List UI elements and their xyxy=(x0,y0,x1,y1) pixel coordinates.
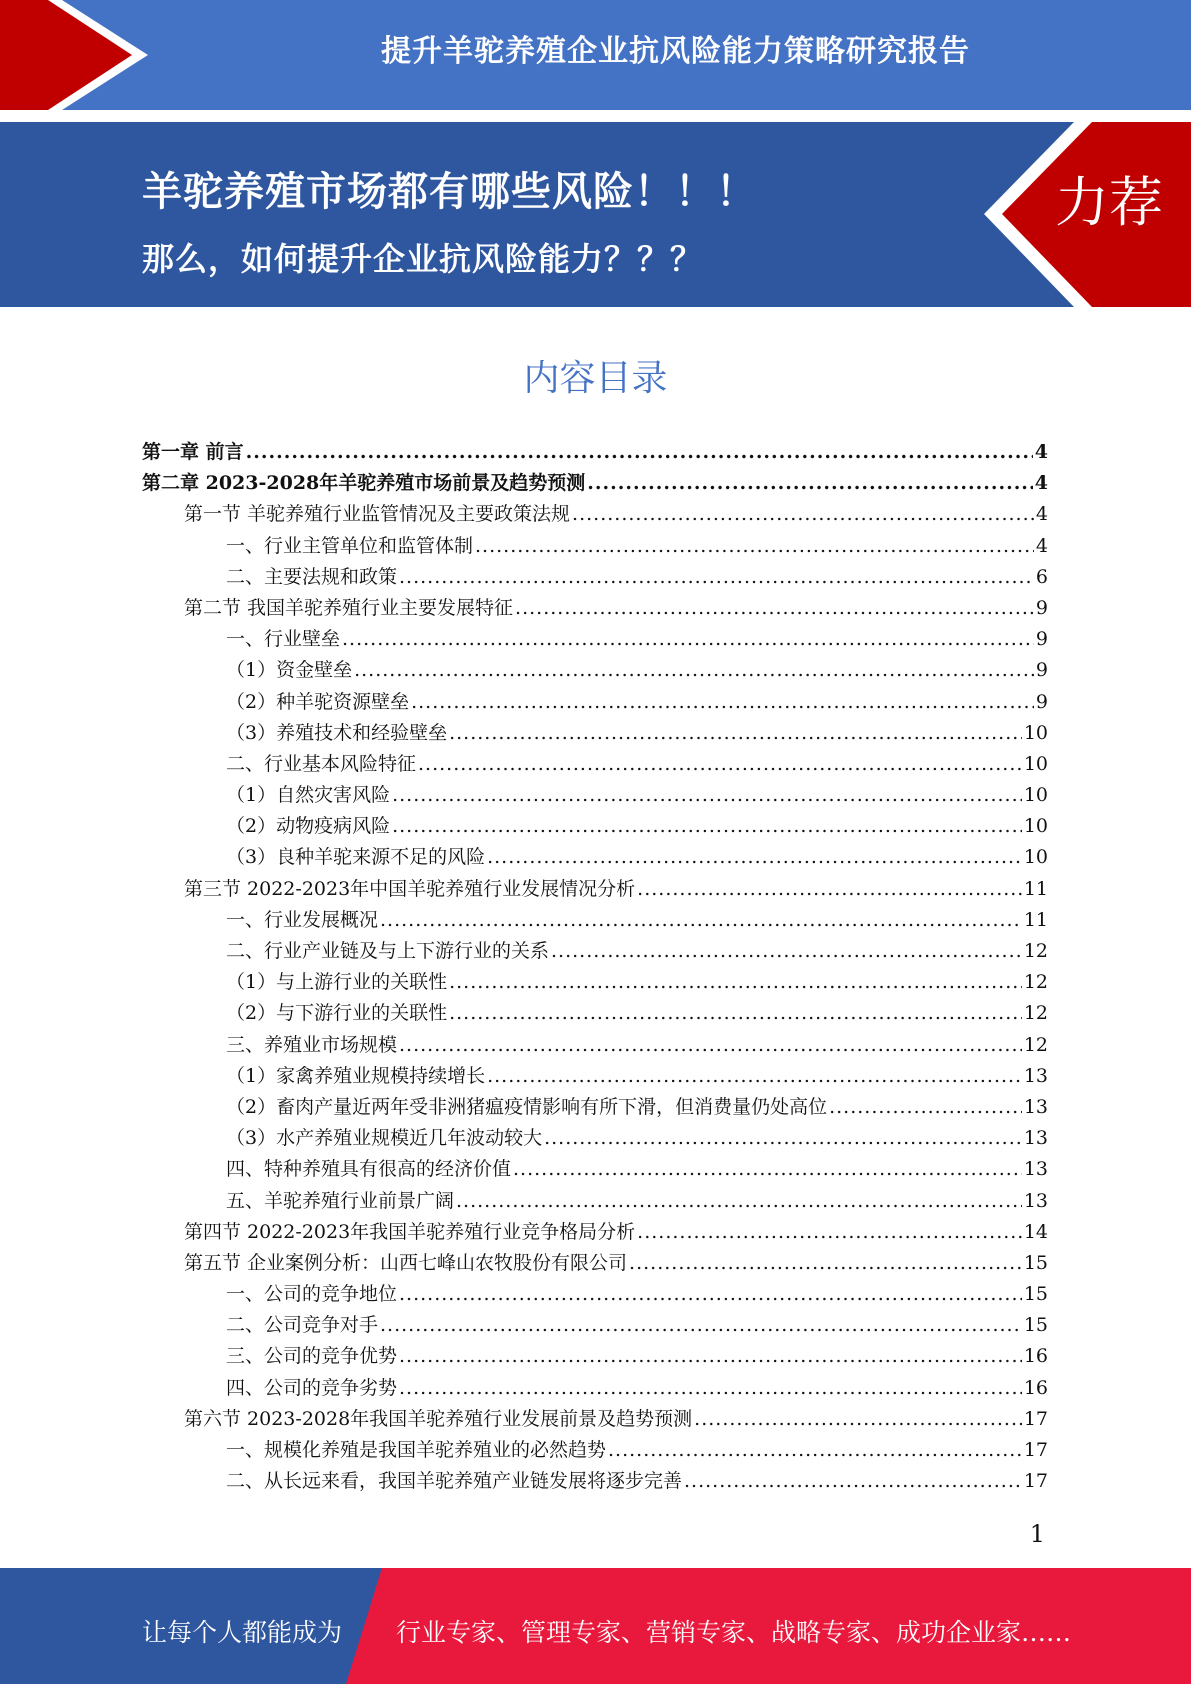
toc-entry[interactable] xyxy=(142,562,1048,593)
toc-entry-text: 第四节 2022-2023年我国羊驼养殖行业竞争格局分析 xyxy=(184,1220,636,1243)
toc-entry[interactable] xyxy=(142,998,1048,1029)
toc-entry-page: 17 xyxy=(1023,1470,1048,1493)
toc-entry-text: 一、行业壁垒 xyxy=(226,628,341,651)
toc-entry[interactable] xyxy=(142,905,1048,936)
toc-entry[interactable] xyxy=(142,1373,1048,1404)
toc-entry-text: （3）养殖技术和经验壁垒 xyxy=(226,721,448,744)
toc-leader-dots xyxy=(392,784,1022,806)
toc-entry-text: 二、行业基本风险特征 xyxy=(226,752,417,775)
toc-entry-text: 三、公司的竞争优势 xyxy=(226,1345,398,1368)
toc-leader-dots xyxy=(629,1252,1022,1274)
footer-banner xyxy=(0,1568,1191,1684)
toc-entry-text: 二、行业产业链及与上下游行业的关系 xyxy=(226,940,550,962)
toc-entry-page: 9 xyxy=(1035,596,1048,619)
table-of-contents xyxy=(142,437,1048,1497)
toc-leader-dots xyxy=(392,815,1022,837)
toc-entry-text: 第一节 羊驼养殖行业监管情况及主要政策法规 xyxy=(184,503,571,526)
toc-entry-page: 12 xyxy=(1023,1002,1048,1025)
toc-leader-dots xyxy=(572,503,1034,525)
toc-entry[interactable] xyxy=(142,531,1048,562)
toc-entry-page: 12 xyxy=(1023,1033,1048,1056)
toc-entry-text: 五、羊驼养殖行业前景广阔 xyxy=(226,1189,455,1212)
toc-leader-dots xyxy=(637,1221,1022,1243)
toc-entry-page: 17 xyxy=(1023,1407,1048,1430)
toc-entry-page: 4 xyxy=(1035,534,1048,557)
toc-leader-dots xyxy=(411,691,1034,713)
toc-entry[interactable] xyxy=(142,874,1048,905)
toc-entry[interactable] xyxy=(142,1030,1048,1061)
toc-entry-text: （2）动物疫病风险 xyxy=(226,815,391,838)
toc-leader-dots xyxy=(684,1470,1022,1492)
toc-entry[interactable] xyxy=(142,1404,1048,1435)
toc-leader-dots xyxy=(449,722,1022,744)
toc-entry-page: 15 xyxy=(1023,1251,1048,1274)
toc-entry-text: （1）资金壁垒 xyxy=(226,659,353,682)
toc-entry[interactable] xyxy=(142,1186,1048,1217)
page-number: 1 xyxy=(1029,1520,1045,1548)
toc-leader-dots xyxy=(637,878,1022,900)
toc-entry-page: 10 xyxy=(1023,846,1048,869)
toc-entry-page: 6 xyxy=(1035,565,1048,588)
toc-entry[interactable] xyxy=(142,1248,1048,1279)
toc-entry-page: 15 xyxy=(1023,1314,1048,1337)
toc-entry[interactable] xyxy=(142,687,1048,718)
toc-leader-dots xyxy=(544,1127,1022,1149)
top-banner xyxy=(0,0,1191,110)
hero-headline: 羊驼养殖市场都有哪些风险！！！ xyxy=(142,169,757,215)
footer-slogan-lead: 让每个人都能成为 xyxy=(142,1618,343,1647)
toc-entry-page: 9 xyxy=(1035,659,1048,682)
toc-leader-dots xyxy=(399,1034,1022,1056)
toc-entry-page: 10 xyxy=(1023,752,1048,775)
toc-entry-page: 10 xyxy=(1023,721,1048,744)
toc-leader-dots xyxy=(380,909,1022,931)
toc-entry-page: 9 xyxy=(1035,628,1048,651)
toc-entry-page: 4 xyxy=(1034,472,1048,495)
toc-leader-dots xyxy=(418,753,1022,775)
toc-leader-dots xyxy=(354,659,1034,681)
toc-entry-text: 二、从长远来看，我国羊驼养殖产业链发展将逐步完善 xyxy=(226,1470,683,1493)
toc-leader-dots xyxy=(487,846,1022,868)
toc-entry-page: 12 xyxy=(1023,971,1048,994)
toc-entry-text: （1）自然灾害风险 xyxy=(226,784,391,807)
toc-leader-dots xyxy=(456,1190,1022,1212)
toc-leader-dots xyxy=(587,472,1033,494)
toc-entry-page: 13 xyxy=(1023,1189,1048,1212)
toc-entry-page: 12 xyxy=(1023,940,1048,962)
toc-entry[interactable] xyxy=(142,437,1048,468)
toc-leader-dots xyxy=(399,566,1034,588)
toc-entry[interactable] xyxy=(142,718,1048,749)
toc-entry-text: 第六节 2023-2028年我国羊驼养殖行业发展前景及趋势预测 xyxy=(184,1407,693,1430)
report-title: 提升羊驼养殖企业抗风险能力策略研究报告 xyxy=(381,34,970,69)
toc-leader-dots xyxy=(246,441,1033,463)
toc-entry-page: 10 xyxy=(1023,815,1048,838)
toc-entry[interactable] xyxy=(142,842,1048,873)
toc-entry-text: 第二节 我国羊驼养殖行业主要发展特征 xyxy=(184,596,514,619)
toc-leader-dots xyxy=(399,1377,1022,1399)
toc-leader-dots xyxy=(399,1345,1022,1367)
toc-entry-text: 一、公司的竞争地位 xyxy=(226,1283,398,1306)
toc-leader-dots xyxy=(694,1408,1022,1430)
toc-entry-page: 16 xyxy=(1023,1376,1048,1399)
toc-entry-text: （2）畜肉产量近两年受非洲猪瘟疫情影响有所下滑，但消费量仍处高位 xyxy=(226,1095,828,1118)
toc-entry-page: 13 xyxy=(1023,1127,1048,1150)
toc-leader-dots xyxy=(551,940,1022,962)
toc-entry-text: 二、公司竞争对手 xyxy=(226,1314,379,1337)
toc-leader-dots xyxy=(449,971,1022,993)
toc-entry[interactable] xyxy=(142,593,1048,624)
toc-entry[interactable] xyxy=(142,1061,1048,1092)
toc-entry-text: （1）与上游行业的关联性 xyxy=(226,971,448,994)
toc-entry-page: 11 xyxy=(1023,908,1048,931)
toc-entry-page: 4 xyxy=(1034,441,1048,463)
toc-entry-text: （2）与下游行业的关联性 xyxy=(226,1002,448,1025)
toc-entry[interactable] xyxy=(142,967,1048,998)
toc-entry[interactable] xyxy=(142,655,1048,686)
toc-entry-page: 13 xyxy=(1023,1158,1048,1181)
toc-entry[interactable] xyxy=(142,1279,1048,1310)
toc-entry-page: 10 xyxy=(1023,784,1048,807)
toc-entry[interactable] xyxy=(142,1217,1048,1248)
toc-entry-page: 9 xyxy=(1035,690,1048,713)
toc-entry[interactable] xyxy=(142,1341,1048,1372)
toc-entry-page: 16 xyxy=(1023,1345,1048,1368)
toc-entry[interactable] xyxy=(142,780,1048,811)
toc-entry-text: （3）良种羊驼来源不足的风险 xyxy=(226,846,486,869)
toc-entry[interactable] xyxy=(142,499,1048,530)
toc-entry-text: （2）种羊驼资源壁垒 xyxy=(226,690,410,713)
toc-leader-dots xyxy=(342,628,1034,650)
toc-entry[interactable] xyxy=(142,1435,1048,1466)
toc-entry[interactable] xyxy=(142,1466,1048,1497)
toc-title: 内容目录 xyxy=(523,358,668,399)
toc-entry-text: 第二章 2023-2028年羊驼养殖市场前景及趋势预测 xyxy=(142,472,586,495)
toc-entry[interactable] xyxy=(142,1092,1048,1123)
toc-leader-dots xyxy=(829,1096,1022,1118)
toc-entry-text: 第一章 前言 xyxy=(142,441,244,463)
toc-leader-dots xyxy=(449,1002,1022,1024)
toc-leader-dots xyxy=(608,1439,1022,1461)
toc-entry-text: 四、公司的竞争劣势 xyxy=(226,1376,398,1399)
toc-entry-page: 4 xyxy=(1035,503,1048,526)
toc-leader-dots xyxy=(487,1065,1022,1087)
toc-leader-dots xyxy=(513,1158,1022,1180)
toc-entry-text: 一、规模化养殖是我国羊驼养殖业的必然趋势 xyxy=(226,1439,607,1461)
toc-entry-text: 二、主要法规和政策 xyxy=(226,565,398,588)
toc-entry[interactable] xyxy=(142,1123,1048,1154)
toc-entry-text: 一、行业主管单位和监管体制 xyxy=(226,534,474,557)
toc-entry-text: （1）家禽养殖业规模持续增长 xyxy=(226,1064,486,1087)
hero-banner xyxy=(0,122,1191,307)
toc-entry[interactable] xyxy=(142,468,1048,499)
toc-entry-text: 三、养殖业市场规模 xyxy=(226,1033,398,1056)
toc-entry-text: 第三节 2022-2023年中国羊驼养殖行业发展情况分析 xyxy=(184,877,636,900)
toc-leader-dots xyxy=(380,1314,1022,1336)
toc-entry[interactable] xyxy=(142,749,1048,780)
toc-entry-text: 四、特种养殖具有很高的经济价值 xyxy=(226,1158,512,1181)
toc-entry-page: 11 xyxy=(1023,877,1048,900)
toc-entry[interactable] xyxy=(142,1310,1048,1341)
toc-entry-text: （3）水产养殖业规模近几年波动较大 xyxy=(226,1127,543,1150)
toc-leader-dots xyxy=(515,597,1034,619)
toc-leader-dots xyxy=(475,535,1034,557)
toc-entry[interactable] xyxy=(142,811,1048,842)
toc-entry-text: 一、行业发展概况 xyxy=(226,908,379,931)
toc-entry[interactable] xyxy=(142,624,1048,655)
toc-entry[interactable] xyxy=(142,1154,1048,1185)
toc-leader-dots xyxy=(399,1283,1022,1305)
toc-entry-text: 第五节 企业案例分析：山西七峰山农牧股份有限公司 xyxy=(184,1251,628,1274)
footer-slogan-roles: 行业专家、管理专家、营销专家、战略专家、成功企业家…… xyxy=(396,1618,1072,1647)
toc-entry-page: 15 xyxy=(1023,1283,1048,1306)
toc-entry-page: 13 xyxy=(1023,1095,1048,1118)
recommend-badge: 力荐 xyxy=(1055,171,1163,234)
toc-entry[interactable] xyxy=(142,936,1048,967)
toc-entry-page: 13 xyxy=(1023,1064,1048,1087)
toc-entry-page: 17 xyxy=(1023,1439,1048,1461)
hero-subheadline: 那么，如何提升企业抗风险能力？？？ xyxy=(142,240,704,278)
toc-entry-page: 14 xyxy=(1023,1220,1048,1243)
